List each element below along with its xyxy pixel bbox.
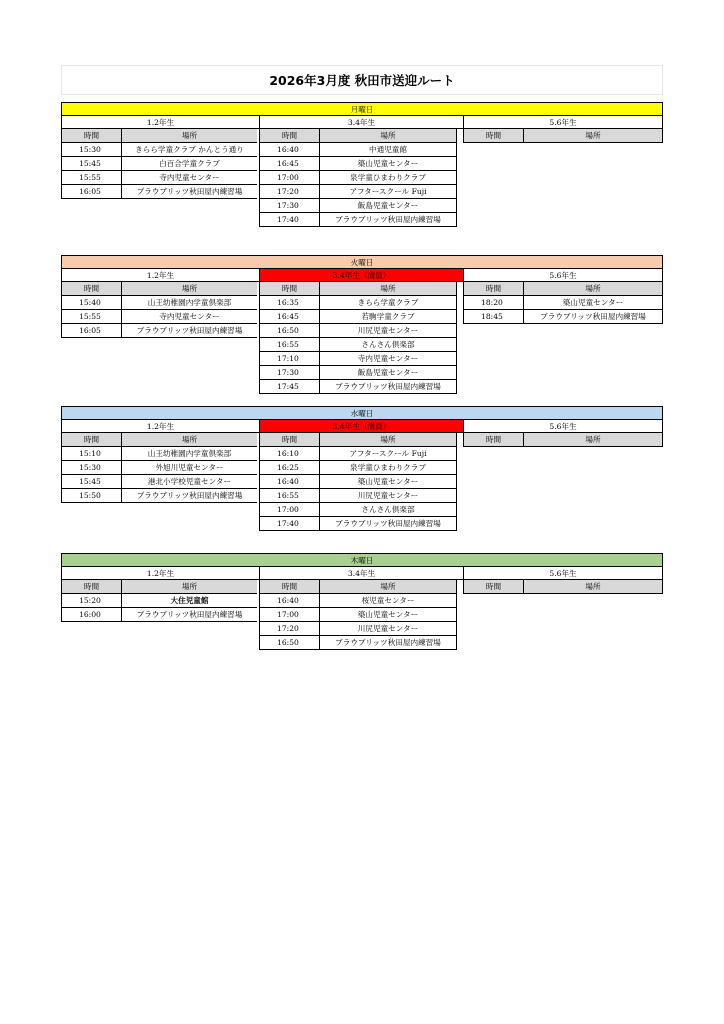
grade-column xyxy=(61,129,259,199)
place-header: 場所 xyxy=(319,282,457,296)
place-cell: 大住児童館 xyxy=(121,594,257,608)
time-cell: 17:00 xyxy=(259,608,319,622)
time-header: 時間 xyxy=(259,282,319,296)
day-header: 水曜日 xyxy=(61,406,663,420)
grade-column xyxy=(61,433,259,503)
place-header: 場所 xyxy=(319,580,457,594)
grade-header: 5.6年生 xyxy=(463,269,663,282)
place-header: 場所 xyxy=(523,282,663,296)
place-cell: 外旭川児童センター xyxy=(121,461,257,475)
grade-column xyxy=(463,282,663,324)
place-cell: 寺内児童センター xyxy=(319,352,457,366)
place-cell: 飯島児童センター xyxy=(319,199,457,213)
column-header-row xyxy=(259,282,463,296)
day-section xyxy=(61,102,663,227)
place-cell: 飯島児童センター xyxy=(319,366,457,380)
place-cell: ブラウブリッツ秋田屋内練習場 xyxy=(523,310,663,324)
column-header-row xyxy=(463,282,663,296)
time-cell: 16:40 xyxy=(259,143,319,157)
place-cell: 泉学童ひまわりクラブ xyxy=(319,461,457,475)
day-header: 月曜日 xyxy=(61,102,663,116)
time-cell: 15:55 xyxy=(61,310,121,324)
grade-column xyxy=(259,282,463,394)
day-section xyxy=(61,406,663,531)
place-header: 場所 xyxy=(523,433,663,447)
column-header-row xyxy=(259,129,463,143)
place-cell: 若駒学童クラブ xyxy=(319,310,457,324)
days-container xyxy=(61,102,663,650)
table-row xyxy=(259,447,463,461)
grade-header: 5.6年生 xyxy=(463,420,663,433)
table-row xyxy=(259,213,463,227)
time-cell: 16:10 xyxy=(259,447,319,461)
column-header-row xyxy=(61,433,259,447)
column-header-row xyxy=(463,580,663,594)
time-cell: 17:20 xyxy=(259,185,319,199)
time-cell: 15:45 xyxy=(61,157,121,171)
place-header: 場所 xyxy=(121,580,257,594)
grade-column xyxy=(61,282,259,338)
time-header: 時間 xyxy=(463,433,523,447)
table-row xyxy=(61,447,259,461)
column-header-row xyxy=(259,580,463,594)
time-cell: 15:55 xyxy=(61,171,121,185)
place-cell: 中通児童館 xyxy=(319,143,457,157)
table-row xyxy=(259,503,463,517)
table-row xyxy=(61,475,259,489)
place-cell: 川尻児童センター xyxy=(319,324,457,338)
grade-column xyxy=(463,433,663,447)
place-cell: 築山児童センター xyxy=(319,157,457,171)
time-cell: 17:30 xyxy=(259,199,319,213)
grade-header: 5.6年生 xyxy=(463,567,663,580)
table-row xyxy=(259,461,463,475)
day-section xyxy=(61,255,663,394)
time-cell: 16:40 xyxy=(259,594,319,608)
time-cell: 16:40 xyxy=(259,475,319,489)
time-cell: 17:00 xyxy=(259,171,319,185)
table-row xyxy=(259,380,463,394)
time-cell: 15:45 xyxy=(61,475,121,489)
place-cell: 寺内児童センター xyxy=(121,171,257,185)
grade-column xyxy=(259,580,463,650)
place-header: 場所 xyxy=(523,129,663,143)
table-row xyxy=(61,461,259,475)
place-cell: 港北小学校児童センター xyxy=(121,475,257,489)
grade-header: 3.4年生（満員） xyxy=(259,420,463,433)
schedule-sheet xyxy=(61,65,663,650)
place-cell: きらら学童クラブ xyxy=(319,296,457,310)
time-header: 時間 xyxy=(259,433,319,447)
place-header: 場所 xyxy=(523,580,663,594)
grade-row xyxy=(61,567,663,580)
place-header: 場所 xyxy=(319,433,457,447)
column-header-row xyxy=(259,433,463,447)
place-cell: 築山児童センター xyxy=(319,608,457,622)
table-row xyxy=(259,185,463,199)
grade-column xyxy=(463,580,663,594)
place-cell: ブラウブリッツ秋田屋内練習場 xyxy=(319,213,457,227)
grade-header: 5.6年生 xyxy=(463,116,663,129)
time-cell: 16:05 xyxy=(61,324,121,338)
time-header: 時間 xyxy=(61,282,121,296)
time-cell: 17:40 xyxy=(259,517,319,531)
time-cell: 15:40 xyxy=(61,296,121,310)
table-row xyxy=(259,517,463,531)
place-cell: ブラウブリッツ秋田屋内練習場 xyxy=(319,517,457,531)
grade-header: 1.2年生 xyxy=(61,420,259,433)
place-cell: 山王幼稚園内学童倶楽部 xyxy=(121,447,257,461)
place-cell: ブラウブリッツ秋田屋内練習場 xyxy=(319,380,457,394)
time-cell: 16:00 xyxy=(61,608,121,622)
table-row xyxy=(61,310,259,324)
time-cell: 17:40 xyxy=(259,213,319,227)
place-cell: 泉学童ひまわりクラブ xyxy=(319,171,457,185)
place-cell: 山王幼稚園内学童倶楽部 xyxy=(121,296,257,310)
table-row xyxy=(61,171,259,185)
time-cell: 15:20 xyxy=(61,594,121,608)
grade-columns xyxy=(61,129,663,227)
table-row xyxy=(259,594,463,608)
table-row xyxy=(259,310,463,324)
time-header: 時間 xyxy=(61,580,121,594)
grade-header: 1.2年生 xyxy=(61,567,259,580)
place-cell: さんさん倶楽部 xyxy=(319,338,457,352)
table-row xyxy=(61,489,259,503)
table-row xyxy=(61,296,259,310)
table-row xyxy=(259,366,463,380)
time-cell: 17:20 xyxy=(259,622,319,636)
time-cell: 16:35 xyxy=(259,296,319,310)
column-header-row xyxy=(463,433,663,447)
table-row xyxy=(259,296,463,310)
place-cell: 川尻児童センター xyxy=(319,622,457,636)
grade-header: 3.4年生（満員） xyxy=(259,269,463,282)
place-cell: ブラウブリッツ秋田屋内練習場 xyxy=(121,608,257,622)
table-row xyxy=(259,636,463,650)
table-row xyxy=(259,171,463,185)
table-row xyxy=(259,338,463,352)
time-header: 時間 xyxy=(463,129,523,143)
time-cell: 16:50 xyxy=(259,636,319,650)
place-cell: 川尻児童センター xyxy=(319,489,457,503)
time-cell: 17:30 xyxy=(259,366,319,380)
place-cell: 築山児童センター xyxy=(319,475,457,489)
time-cell: 15:50 xyxy=(61,489,121,503)
grade-header: 1.2年生 xyxy=(61,116,259,129)
time-cell: 17:00 xyxy=(259,503,319,517)
grade-row xyxy=(61,269,663,282)
time-cell: 15:30 xyxy=(61,143,121,157)
table-row xyxy=(61,608,259,622)
column-header-row xyxy=(61,129,259,143)
time-cell: 16:25 xyxy=(259,461,319,475)
table-row xyxy=(259,489,463,503)
place-header: 場所 xyxy=(121,433,257,447)
table-row xyxy=(259,143,463,157)
time-cell: 15:30 xyxy=(61,461,121,475)
place-cell: アフタースクール Fuji xyxy=(319,185,457,199)
place-cell: ブラウブリッツ秋田屋内練習場 xyxy=(121,324,257,338)
time-cell: 18:45 xyxy=(463,310,523,324)
time-header: 時間 xyxy=(61,433,121,447)
grade-header: 1.2年生 xyxy=(61,269,259,282)
place-cell: アフタースクール Fuji xyxy=(319,447,457,461)
place-cell: ブラウブリッツ秋田屋内練習場 xyxy=(121,489,257,503)
table-row xyxy=(61,324,259,338)
place-cell: ブラウブリッツ秋田屋内練習場 xyxy=(121,185,257,199)
place-cell: ブラウブリッツ秋田屋内練習場 xyxy=(319,636,457,650)
column-header-row xyxy=(463,129,663,143)
place-cell: 築山児童センター xyxy=(523,296,663,310)
day-header: 木曜日 xyxy=(61,553,663,567)
time-cell: 16:55 xyxy=(259,489,319,503)
time-cell: 18:20 xyxy=(463,296,523,310)
day-header: 火曜日 xyxy=(61,255,663,269)
place-header: 場所 xyxy=(121,129,257,143)
table-row xyxy=(463,310,663,324)
grade-column xyxy=(463,129,663,143)
time-cell: 16:05 xyxy=(61,185,121,199)
place-header: 場所 xyxy=(121,282,257,296)
grade-row xyxy=(61,420,663,433)
table-row xyxy=(463,296,663,310)
table-row xyxy=(259,475,463,489)
time-header: 時間 xyxy=(463,282,523,296)
table-row xyxy=(61,157,259,171)
place-cell: きらら学童クラブ かんとう通り xyxy=(121,143,257,157)
time-cell: 15:10 xyxy=(61,447,121,461)
column-header-row xyxy=(61,282,259,296)
place-cell: さんさん倶楽部 xyxy=(319,503,457,517)
table-row xyxy=(259,157,463,171)
day-section xyxy=(61,553,663,650)
time-cell: 16:55 xyxy=(259,338,319,352)
grade-columns xyxy=(61,282,663,394)
grade-header: 3.4年生 xyxy=(259,116,463,129)
time-cell: 16:45 xyxy=(259,157,319,171)
table-row xyxy=(259,622,463,636)
table-row xyxy=(61,185,259,199)
place-cell: 白百合学童クラブ xyxy=(121,157,257,171)
place-header: 場所 xyxy=(319,129,457,143)
table-row xyxy=(259,199,463,213)
place-cell: 桜児童センター xyxy=(319,594,457,608)
grade-header: 3.4年生 xyxy=(259,567,463,580)
grade-columns xyxy=(61,433,663,531)
time-header: 時間 xyxy=(61,129,121,143)
time-cell: 17:45 xyxy=(259,380,319,394)
time-cell: 17:10 xyxy=(259,352,319,366)
grade-column xyxy=(61,580,259,622)
grade-row xyxy=(61,116,663,129)
time-header: 時間 xyxy=(259,580,319,594)
column-header-row xyxy=(61,580,259,594)
table-row xyxy=(61,594,259,608)
time-cell: 16:50 xyxy=(259,324,319,338)
table-row xyxy=(259,352,463,366)
page-title: 2026年3月度 秋田市送迎ルート xyxy=(61,65,663,95)
grade-column xyxy=(259,129,463,227)
table-row xyxy=(259,608,463,622)
time-header: 時間 xyxy=(259,129,319,143)
table-row xyxy=(259,324,463,338)
time-cell: 16:45 xyxy=(259,310,319,324)
grade-columns xyxy=(61,580,663,650)
table-row xyxy=(61,143,259,157)
place-cell: 寺内児童センター xyxy=(121,310,257,324)
grade-column xyxy=(259,433,463,531)
time-header: 時間 xyxy=(463,580,523,594)
